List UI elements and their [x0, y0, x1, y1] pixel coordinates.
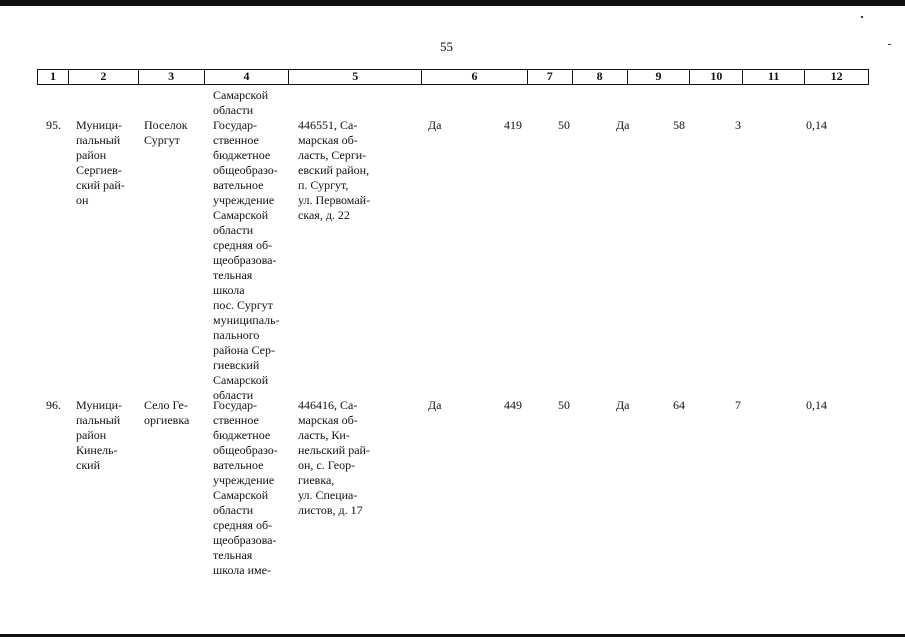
column-header: 3 — [139, 70, 205, 84]
table-header — [37, 69, 869, 85]
column-header: 9 — [628, 70, 691, 84]
col7-cell: 419 — [504, 118, 522, 132]
col9-cell: Да — [616, 118, 630, 132]
column-header: 10 — [690, 70, 743, 84]
column-header: 6 — [422, 70, 528, 84]
col12-cell: 0,14 — [806, 118, 827, 132]
col8-cell: 50 — [558, 398, 570, 412]
col11-cell: 3 — [735, 118, 741, 132]
municipality-cell: Муници- пальный район Кинель- ский — [76, 398, 123, 472]
row-number: 95. — [46, 118, 61, 132]
address-cell: 446551, Са- марская об- ласть, Серги- евский район, п. Сургут, ул. Первомай- ская, д. 22 — [298, 118, 371, 222]
column-header: 12 — [830, 69, 843, 83]
row-number: 96. — [46, 398, 61, 412]
page-number: 55 — [440, 39, 453, 54]
institution-cell: Государ- ственное бюджетное общеобразо- вательное учреждение Самарской области средняя об- щеобразова- тельная школа пос. Сургут муниципаль- пального района Сер- гиевский Самарской области — [213, 118, 280, 402]
settlement-cell: Село Ге- оргиевка — [144, 398, 190, 427]
col6-cell: Да — [428, 398, 442, 412]
col11-cell: 7 — [735, 398, 741, 412]
column-header: 5 — [289, 70, 422, 84]
scan-bottom-border — [0, 634, 905, 637]
address-cell: 446416, Са- марская об- ласть, Ки- нельский рай- он, с. Геор- гиевка, ул. Специа- листов, д. 17 — [298, 398, 370, 517]
col8-cell: 50 — [558, 118, 570, 132]
municipality-cell: Муници- пальный район Сергиев- ский рай- он — [76, 118, 125, 207]
column-header: 2 — [69, 70, 139, 84]
column-header: 7 — [528, 70, 573, 84]
col10-cell: 58 — [673, 118, 685, 132]
col7-cell: 449 — [504, 398, 522, 412]
carryover-text: Самарской области — [213, 88, 269, 117]
scan-speck — [888, 44, 891, 45]
column-header: 4 — [205, 70, 290, 84]
col6-cell: Да — [428, 118, 442, 132]
column-header: 8 — [573, 70, 628, 84]
institution-cell: Государ- ственное бюджетное общеобразо- вательное учреждение Самарской области средняя об- щеобразова- тельная школа име- — [213, 398, 278, 577]
col12-cell: 0,14 — [806, 398, 827, 412]
column-header: 11 — [743, 70, 805, 84]
column-header: 1 — [38, 70, 69, 84]
scan-speck — [861, 16, 863, 18]
settlement-cell: Поселок Сургут — [144, 118, 188, 147]
col9-cell: Да — [616, 398, 630, 412]
scan-top-border — [0, 0, 905, 6]
col10-cell: 64 — [673, 398, 685, 412]
